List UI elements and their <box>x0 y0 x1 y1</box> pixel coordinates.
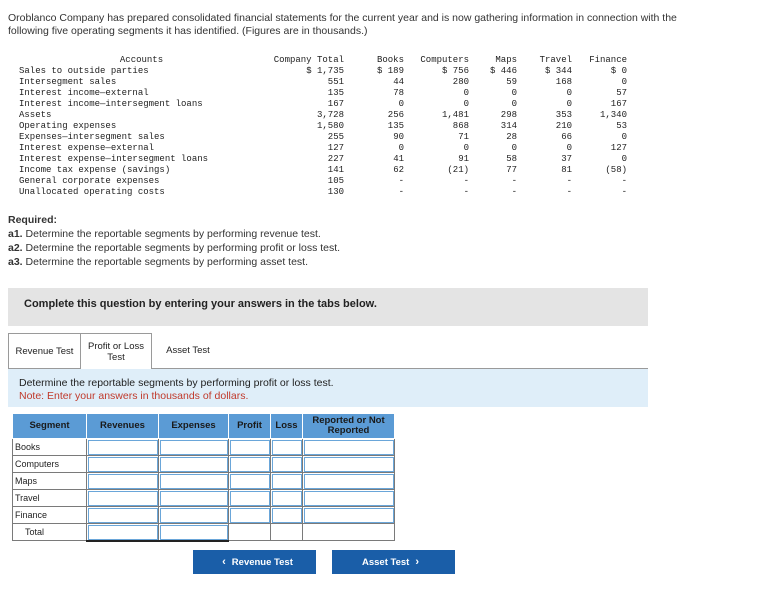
books-reported-input[interactable] <box>303 439 394 455</box>
cell-books: 0 <box>398 99 404 109</box>
cell-travel: 37 <box>561 154 572 164</box>
answer-row-finance <box>13 507 395 524</box>
cell-travel: $ 344 <box>544 66 572 76</box>
segment-table-header <box>19 55 627 66</box>
cell-computers: (21) <box>447 165 469 175</box>
finance-revenues-input[interactable] <box>87 507 158 523</box>
cell-travel: - <box>566 176 572 186</box>
finance-expenses-input[interactable] <box>159 507 228 523</box>
cell-computers: 0 <box>463 88 469 98</box>
cell-travel: 66 <box>561 132 572 142</box>
cell-total: 105 <box>327 176 344 186</box>
cell-maps: 77 <box>506 165 517 175</box>
segment-label: Books <box>13 439 87 456</box>
cell-total: $ 1,735 <box>306 66 344 76</box>
tab-instruction-box <box>8 369 648 407</box>
header-computers: Computers <box>420 55 469 65</box>
maps-revenues-cell <box>87 473 159 490</box>
cell-books: 0 <box>398 143 404 153</box>
cell-maps: - <box>511 187 517 197</box>
computers-loss-input[interactable] <box>271 456 302 472</box>
cell-books: 135 <box>387 121 404 131</box>
maps-expenses-input[interactable] <box>159 473 228 489</box>
books-reported-cell <box>303 439 395 456</box>
cell-label: Assets <box>19 110 52 120</box>
computers-reported-input[interactable] <box>303 456 394 472</box>
computers-revenues-cell <box>87 456 159 473</box>
cell-travel: 0 <box>566 143 572 153</box>
books-revenues-input[interactable] <box>87 439 158 455</box>
travel-revenues-cell <box>87 490 159 507</box>
travel-profit-cell <box>229 490 271 507</box>
answer-row-travel <box>13 490 395 507</box>
prev-tab-button[interactable] <box>193 550 316 574</box>
cell-label: Operating expenses <box>19 121 117 131</box>
cell-books: 78 <box>393 88 404 98</box>
instruction-note: Note: Enter your answers in thousands of dollars. <box>19 390 249 402</box>
instructions-banner <box>8 288 648 326</box>
finance-revenues-cell <box>87 507 159 524</box>
answer-row-books <box>13 439 395 456</box>
instruction-text: Determine the reportable segments by performing profit or loss test. <box>19 377 334 389</box>
cell-books: 90 <box>393 132 404 142</box>
cell-label: General corporate expenses <box>19 176 160 186</box>
travel-profit-input[interactable] <box>229 490 270 506</box>
travel-reported-cell <box>303 490 395 507</box>
cell-books: - <box>398 187 404 197</box>
finance-loss-input[interactable] <box>271 507 302 523</box>
cell-total: 130 <box>327 187 344 197</box>
total-profit-blank <box>229 524 271 541</box>
travel-loss-cell <box>271 490 303 507</box>
cell-label: Interest expense—intersegment loans <box>19 154 209 164</box>
cell-maps: 0 <box>511 143 517 153</box>
cell-travel: 0 <box>566 99 572 109</box>
cell-computers: - <box>463 176 469 186</box>
finance-reported-input[interactable] <box>303 507 394 523</box>
books-loss-input[interactable] <box>271 439 302 455</box>
maps-loss-input[interactable] <box>271 473 302 489</box>
books-expenses-cell <box>159 439 229 456</box>
maps-expenses-cell <box>159 473 229 490</box>
cell-computers: 0 <box>463 143 469 153</box>
answer-row-computers <box>13 456 395 473</box>
segment-row <box>19 99 627 110</box>
cell-total: 255 <box>327 132 344 142</box>
finance-expenses-cell <box>159 507 229 524</box>
finance-loss-cell <box>271 507 303 524</box>
travel-loss-input[interactable] <box>271 490 302 506</box>
maps-reported-cell <box>303 473 395 490</box>
total-revenues-cell <box>87 524 159 541</box>
chevron-left-icon: ‹ <box>222 556 226 568</box>
cell-label: Sales to outside parties <box>19 66 149 76</box>
segment-label: Travel <box>13 490 87 507</box>
maps-profit-cell <box>229 473 271 490</box>
chevron-right-icon: › <box>415 556 419 568</box>
cell-computers: 0 <box>463 99 469 109</box>
question-intro: Oroblanco Company has prepared consolidated financial statements for the current year and is now gathering information in connection with the following five operating segments it has identified. (Figures are in thousands.) <box>8 12 677 37</box>
next-tab-button[interactable] <box>332 550 455 574</box>
finance-profit-cell <box>229 507 271 524</box>
books-loss-cell <box>271 439 303 456</box>
cell-books: - <box>398 176 404 186</box>
cell-books: 44 <box>393 77 404 87</box>
segment-label: Maps <box>13 473 87 490</box>
total-expenses-input[interactable] <box>159 524 228 540</box>
segment-row <box>19 110 627 121</box>
tab-bar <box>8 333 224 369</box>
cell-computers: $ 756 <box>441 66 469 76</box>
cell-maps: 298 <box>500 110 517 120</box>
header-travel: Travel <box>539 55 572 65</box>
segment-row <box>19 132 627 143</box>
cell-label: Intersegment sales <box>19 77 117 87</box>
cell-travel: 81 <box>561 165 572 175</box>
books-revenues-cell <box>87 439 159 456</box>
travel-reported-input[interactable] <box>303 490 394 506</box>
cell-label: Interest income—intersegment loans <box>19 99 203 109</box>
cell-maps: 59 <box>506 77 517 87</box>
cell-maps: 58 <box>506 154 517 164</box>
col-revenues: Revenues <box>87 414 159 439</box>
cell-maps: - <box>511 176 517 186</box>
cell-label: Unallocated operating costs <box>19 187 165 197</box>
banner-text: Complete this question by entering your answers in the tabs below. <box>24 298 377 310</box>
cell-total: 227 <box>327 154 344 164</box>
cell-label: Interest income—external <box>19 88 149 98</box>
maps-reported-input[interactable] <box>303 473 394 489</box>
cell-computers: 71 <box>458 132 469 142</box>
books-profit-input[interactable] <box>229 439 270 455</box>
computers-profit-input[interactable] <box>229 456 270 472</box>
segment-row <box>19 77 627 88</box>
header-maps: Maps <box>495 55 517 65</box>
cell-books: 256 <box>387 110 404 120</box>
cell-total: 127 <box>327 143 344 153</box>
cell-total: 551 <box>327 77 344 87</box>
maps-profit-input[interactable] <box>229 473 270 489</box>
cell-travel: 0 <box>566 88 572 98</box>
cell-finance: - <box>621 176 627 186</box>
cell-finance: 167 <box>610 99 627 109</box>
cell-total: 1,580 <box>316 121 344 131</box>
maps-revenues-input[interactable] <box>87 473 158 489</box>
answer-table <box>12 413 395 542</box>
travel-expenses-cell <box>159 490 229 507</box>
cell-maps: 0 <box>511 99 517 109</box>
cell-finance: 0 <box>621 77 627 87</box>
computers-expenses-input[interactable] <box>159 456 228 472</box>
cell-finance: - <box>621 187 627 197</box>
cell-computers: 280 <box>452 77 469 87</box>
cell-finance: 0 <box>621 132 627 142</box>
computers-expenses-cell <box>159 456 229 473</box>
segment-label: Total <box>13 524 87 541</box>
col-expenses: Expenses <box>159 414 229 439</box>
computers-reported-cell <box>303 456 395 473</box>
cell-books: $ 189 <box>376 66 404 76</box>
next-tab-label: Asset Test <box>361 556 410 568</box>
required-section <box>8 213 340 269</box>
cell-total: 3,728 <box>316 110 344 120</box>
cell-travel: 168 <box>555 77 572 87</box>
cell-label: Expenses—intersegment sales <box>19 132 165 142</box>
required-heading: Required: <box>8 214 58 226</box>
header-finance: Finance <box>589 55 627 65</box>
col-profit: Profit <box>229 414 271 439</box>
maps-loss-cell <box>271 473 303 490</box>
travel-revenues-input[interactable] <box>87 490 158 506</box>
total-revenues-input[interactable] <box>87 524 158 540</box>
cell-finance: 0 <box>621 154 627 164</box>
cell-finance: 127 <box>610 143 627 153</box>
required-item-a1: a1. Determine the reportable segments by performing revenue test. <box>8 228 321 240</box>
tab-profit-or-loss-test[interactable]: Profit or Loss Test <box>80 333 152 369</box>
cell-label: Interest expense—external <box>19 143 155 153</box>
cell-computers: 91 <box>458 154 469 164</box>
total-reported-blank <box>303 524 395 541</box>
cell-finance: (58) <box>605 165 627 175</box>
computers-profit-cell <box>229 456 271 473</box>
computers-loss-cell <box>271 456 303 473</box>
header-books: Books <box>376 55 404 65</box>
cell-books: 41 <box>393 154 404 164</box>
cell-total: 141 <box>327 165 344 175</box>
segment-label: Finance <box>13 507 87 524</box>
answer-row-maps <box>13 473 395 490</box>
cell-computers: 1,481 <box>441 110 469 120</box>
cell-maps: 314 <box>500 121 517 131</box>
col-segment: Segment <box>13 414 87 439</box>
cell-travel: 210 <box>555 121 572 131</box>
travel-expenses-input[interactable] <box>159 490 228 506</box>
segment-row <box>19 176 627 187</box>
cell-computers: 868 <box>452 121 469 131</box>
cell-finance: 1,340 <box>599 110 627 120</box>
finance-profit-input[interactable] <box>229 507 270 523</box>
header-company-total: Company Total <box>273 55 344 65</box>
cell-finance: $ 0 <box>610 66 627 76</box>
cell-total: 135 <box>327 88 344 98</box>
segment-row <box>19 165 627 176</box>
col-reported: Reported or Not Reported <box>303 414 395 439</box>
cell-finance: 57 <box>616 88 627 98</box>
total-expenses-cell <box>159 524 229 541</box>
header-accounts: Accounts <box>119 55 164 65</box>
cell-finance: 53 <box>616 121 627 131</box>
segment-row <box>19 154 627 165</box>
segment-row <box>19 66 627 77</box>
answer-total-row <box>13 524 395 541</box>
computers-revenues-input[interactable] <box>87 456 158 472</box>
segment-row <box>19 143 627 154</box>
col-loss: Loss <box>271 414 303 439</box>
segment-label: Computers <box>13 456 87 473</box>
finance-reported-cell <box>303 507 395 524</box>
tab-asset-test[interactable]: Asset Test <box>152 333 224 369</box>
segment-row <box>19 121 627 132</box>
cell-maps: 0 <box>511 88 517 98</box>
total-loss-blank <box>271 524 303 541</box>
segment-row <box>19 187 627 198</box>
segment-row <box>19 88 627 99</box>
segment-data-table <box>19 55 627 198</box>
required-item-a3: a3. Determine the reportable segments by performing asset test. <box>8 256 309 268</box>
cell-label: Income tax expense (savings) <box>19 165 171 175</box>
cell-books: 62 <box>393 165 404 175</box>
required-item-a2: a2. Determine the reportable segments by performing profit or loss test. <box>8 242 341 254</box>
cell-maps: $ 446 <box>489 66 517 76</box>
tab-revenue-test[interactable]: Revenue Test <box>8 333 80 369</box>
prev-tab-label: Revenue Test <box>231 556 293 568</box>
books-profit-cell <box>229 439 271 456</box>
cell-travel: - <box>566 187 572 197</box>
books-expenses-input[interactable] <box>159 439 228 455</box>
cell-maps: 28 <box>506 132 517 142</box>
cell-total: 167 <box>327 99 344 109</box>
cell-computers: - <box>463 187 469 197</box>
cell-travel: 353 <box>555 110 572 120</box>
